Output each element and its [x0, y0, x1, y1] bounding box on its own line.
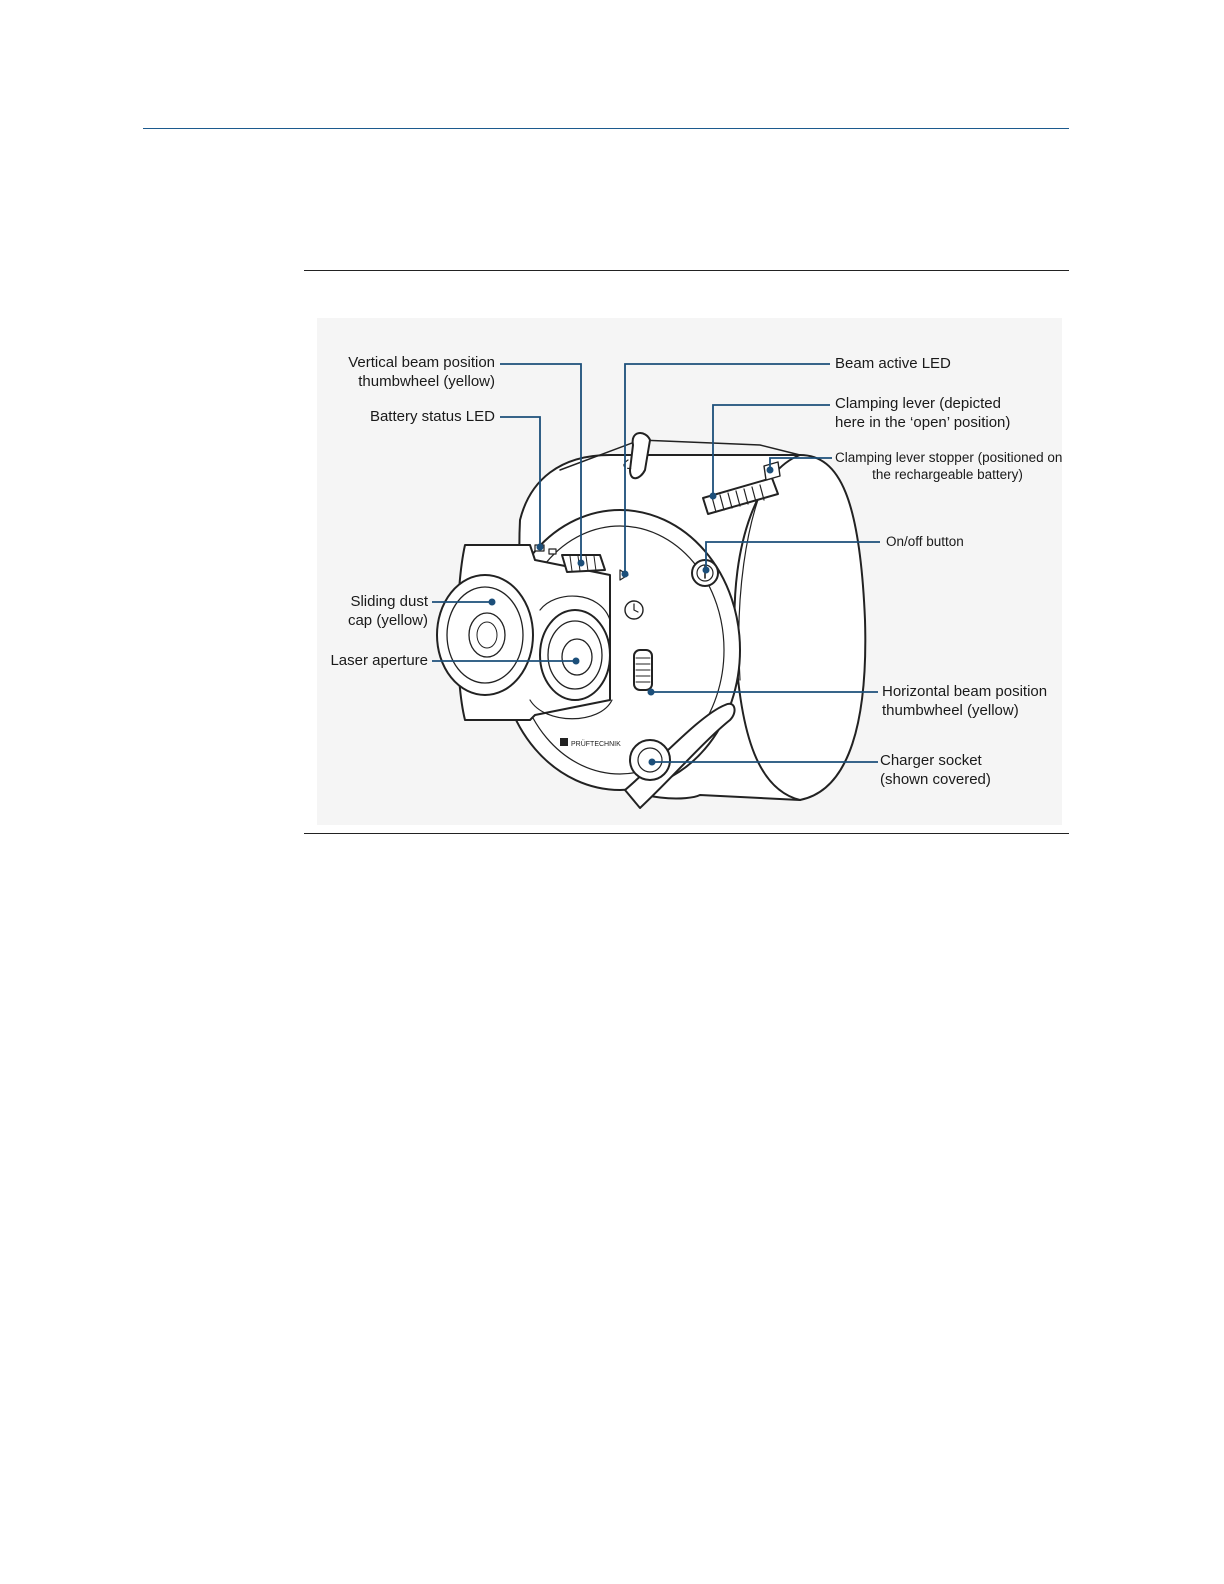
callout-charger-socket: Charger socket (shown covered)	[880, 752, 991, 788]
callout-vertical-beam-thumbwheel: Vertical beam position thumbwheel (yellow)	[348, 354, 495, 390]
callout-clamping-lever-stopper: Clamping lever stopper (positioned on the rechargeable battery)	[835, 450, 1063, 482]
callout-on-off-button: On/off button	[886, 534, 964, 549]
callout-beam-active-led: Beam active LED	[835, 355, 951, 372]
callout-laser-aperture: Laser aperture	[330, 652, 428, 669]
callout-battery-status-led: Battery status LED	[369, 408, 495, 425]
callout-sliding-dust-cap: Sliding dust cap (yellow)	[347, 593, 428, 629]
callout-clamping-lever: Clamping lever (depicted here in the ‘open’ position)	[835, 395, 1011, 431]
brand-mark: PRÜFTECHNIK	[571, 741, 621, 748]
callout-horizontal-beam-thumbwheel: Horizontal beam position thumbwheel (yellow)	[882, 683, 1048, 719]
